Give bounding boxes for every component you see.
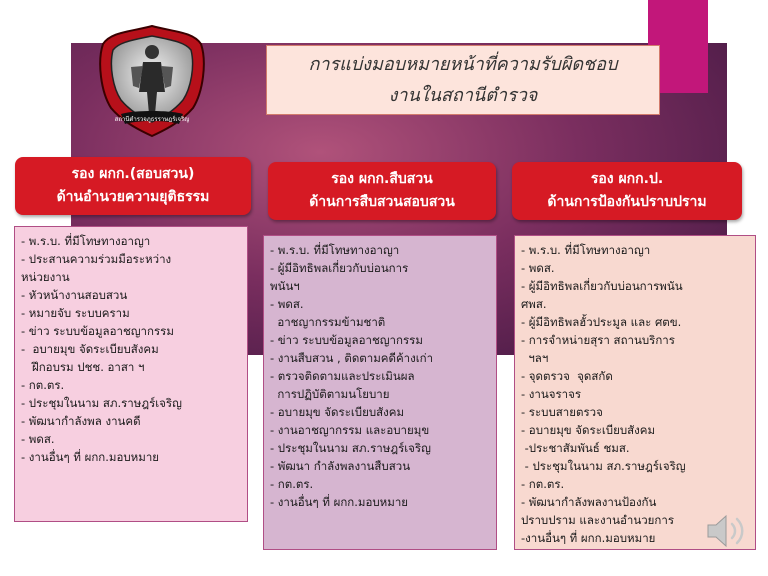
duty-item: - หมายจับ ระบบคราม	[21, 306, 130, 320]
duty-item: - หัวหน้างานสอบสวน	[21, 288, 128, 302]
duty-item: - ประชุมในนาม สภ.ราษฎร์เจริญ	[21, 396, 182, 410]
duty-item: - พัฒนากำลังพล งานคดี	[21, 414, 141, 428]
column-3-heading	[512, 162, 742, 220]
duty-item: - พ.ร.บ. ที่มีโทษทางอาญา	[521, 243, 651, 257]
duty-item: - อบายมุข จัดระเบียบสังคม	[270, 405, 405, 419]
duty-item: - พ.ร.บ. ที่มีโทษทางอาญา	[21, 234, 151, 248]
duty-item: - ข่าว ระบบข้อมูลอาชญากรรม	[21, 324, 174, 338]
duty-item: ศพส.	[521, 297, 547, 311]
duty-item: - ผู้มีอิทธิพลฮั้วประมูล และ ศตข.	[521, 315, 682, 329]
title-line-1: การแบ่งมอบหมายหน้าที่ความรับผิดชอบ	[308, 54, 618, 75]
duty-item: - อบายมุข จัดระเบียบสังคม	[521, 423, 656, 437]
duty-item: - พดส.	[270, 297, 304, 311]
column-1-heading-line-1: รอง ผกก.(สอบสวน)	[71, 166, 195, 182]
column-1-heading-line-2: ด้านอำนวยความยุติธรรม	[56, 189, 210, 205]
duty-item: ฝึกอบรม ปชช. อาสา ฯ	[21, 360, 145, 374]
duty-item: - กต.ตร.	[521, 477, 565, 491]
duty-item: - ระบบสายตรวจ	[521, 405, 603, 419]
police-station-emblem-icon	[93, 22, 211, 140]
duty-item: การปฏิบัติตามนโยบาย	[270, 387, 390, 401]
column-3-duties	[514, 235, 756, 550]
column-3-heading-line-2: ด้านการป้องกันปราบปราม	[547, 194, 707, 210]
duty-item: - พัฒนา กำลังพลงานสืบสวน	[270, 459, 411, 473]
duty-item: - ข่าว ระบบข้อมูลอาชญากรรม	[270, 333, 423, 347]
duty-item: - ผู้มีอิทธิพลเกี่ยวกับบ่อนการ	[270, 261, 409, 275]
duty-item: - ประชุมในนาม สภ.ราษฎร์เจริญ	[270, 441, 431, 455]
duty-item: - งานอาชญากรรม และอบายมุข	[270, 423, 430, 437]
column-1-duties	[14, 226, 248, 522]
duty-item: - ประสานความร่วมมือระหว่าง	[21, 252, 172, 266]
column-1-heading	[15, 157, 251, 215]
column-2-heading-line-2: ด้านการสืบสวนสอบสวน	[309, 194, 455, 210]
page-title	[266, 45, 660, 115]
duty-item: - พัฒนากำลังพลงานป้องกัน	[521, 495, 657, 509]
speaker-icon[interactable]	[704, 508, 750, 554]
duty-item: - ผู้มีอิทธิพลเกี่ยวกับบ่อนการพนัน	[521, 279, 683, 293]
duty-item: - งานสืบสวน , ติดตามคดีค้างเก่า	[270, 351, 434, 365]
duty-item: - งานอื่นๆ ที่ ผกก.มอบหมาย	[270, 495, 409, 509]
duty-item: ฯลฯ	[521, 351, 549, 365]
duty-item: พนันฯ	[270, 279, 300, 293]
duty-item: - พดส.	[521, 261, 555, 275]
duty-item: -ประชาสัมพันธ์ ชมส.	[521, 441, 630, 455]
duty-item: - กต.ตร.	[21, 378, 65, 392]
duty-item: - อบายมุข จัดระเบียบสังคม	[21, 342, 159, 356]
duty-item: - ตรวจติดตามและประเมินผล	[270, 369, 415, 383]
duty-item: หน่วยงาน	[21, 270, 70, 284]
logo-ribbon-text: สถานีตำรวจภูธรราษฎร์เจริญ	[114, 116, 190, 123]
duty-item: - ประชุมในนาม สภ.ราษฎร์เจริญ	[521, 459, 686, 473]
column-2-duties	[263, 235, 497, 550]
duty-item: - จุดตรวจ จุดสกัด	[521, 369, 613, 383]
duty-item: - งานอื่นๆ ที่ ผกก.มอบหมาย	[21, 450, 160, 464]
duty-item: - งานจราจร	[521, 387, 582, 401]
column-2-heading-line-1: รอง ผกก.สืบสวน	[331, 171, 433, 187]
duty-item: - พดส.	[21, 432, 55, 446]
duty-item: - พ.ร.บ. ที่มีโทษทางอาญา	[270, 243, 400, 257]
column-3-heading-line-1: รอง ผกก.ป.	[590, 171, 664, 187]
column-2-heading	[268, 162, 496, 220]
duty-item: - การจำหน่ายสุรา สถานบริการ	[521, 333, 675, 347]
title-line-2: งานในสถานีตำรวจ	[388, 85, 538, 106]
duty-item: ปราบปราม และงานอำนวยการ	[521, 513, 674, 527]
duty-item: -งานอื่นๆ ที่ ผกก.มอบหมาย	[521, 531, 656, 545]
duty-item: อาชญากรรมข้ามชาติ	[270, 315, 386, 329]
duty-item: - กต.ตร.	[270, 477, 314, 491]
